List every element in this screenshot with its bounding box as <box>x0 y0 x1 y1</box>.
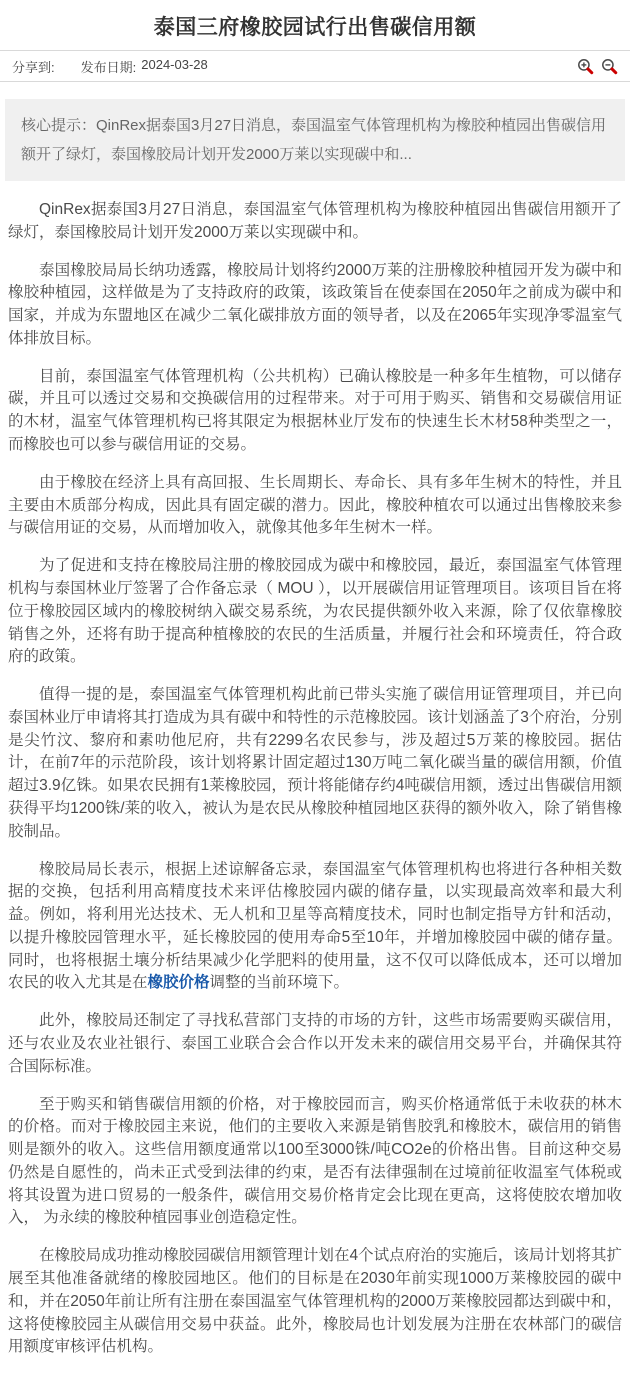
toolbar <box>0 50 630 82</box>
article-paragraph: 至于购买和销售碳信用额的价格，对于橡胶园而言，购买价格通常低于未收获的林木的价格。而对于橡胶园主来说，他们的主要收入来源是销售胶乳和橡胶木，碳信用的销售则是额外的收入。这些信用额度通常以100至3000铢/吨CO2e的价格出售。目前这种交易仍然是自愿性的，尚未正式受到法律的约束，是否有法律强制在过境前征收温室气体税或将其设置为进口贸易的一般条件，碳信用交易价格肯定会比现在更高，这将使胶农增加收入， 为永续的橡胶种植园事业创造稳定性。 <box>8 1095 622 1227</box>
article-body <box>0 181 630 1392</box>
article-paragraph: 由于橡胶在经济上具有高回报、生长周期长、寿命长、具有多年生树木的特性，并且主要由木质部分构成，因此具有固定碳的潜力。因此，橡胶种植农可以通过出售橡胶来参与碳信用证的交易，从而增加收入，就像其他多年生树木一样。 <box>8 473 622 537</box>
article-paragraph <box>8 859 622 996</box>
publish-date <box>81 57 208 76</box>
zoom-in-icon[interactable] <box>577 58 594 75</box>
article-paragraph: 泰国橡胶局局长纳功透露，橡胶局计划将约2000万莱的注册橡胶种植园开发为碳中和橡胶种植园，这样做是为了支持政府的政策，该政策旨在使泰国在2050年之前成为碳中和国家，并成为东盟地区在减少二氧化碳排放方面的领导者，以及在2065年实现净零温室气体排放目标。 <box>8 261 622 347</box>
paragraph-text: 橡胶局局长表示，根据上述谅解备忘录，泰国温室气体管理机构也将进行各种相关数据的交换，包括利用高精度技术来评估橡胶园内碳的储存量，以实现最高效率和最大利益。例如，将利用光达技术、无人机和卫星等高精度技术，同时也制定指导方针和活动，以提升橡胶园管理水平，延长橡胶园的使用寿命5至10年，并增加橡胶园中碳的储存量。同时，也将根据土壤分析结果减少化学肥料的使用量，这不仅可以降低成本，还可以增加农民的收入尤其是在 <box>8 860 622 992</box>
publish-date-value: 2024-03-28 <box>141 56 208 72</box>
article-paragraph: 目前，泰国温室气体管理机构（公共机构）已确认橡胶是一种多年生植物，可以储存碳，并且可以透过交易和交换碳信用的过程带来。对于可用于购买、销售和交易碳信用证的木材，温室气体管理机构已将其限定为根据林业厅发布的快速生长木材58种类型之一，而橡胶也可以参与碳信用证的交易。 <box>8 367 622 454</box>
article-paragraph: QinRex据泰国3月27日消息，泰国温室气体管理机构为橡胶种植园出售碳信用额开了绿灯，泰国橡胶局计划开发2000万莱以实现碳中和。 <box>8 201 622 241</box>
share-to-label[interactable]: 分享到: <box>12 59 55 75</box>
article-paragraph: 为了促进和支持在橡胶局注册的橡胶园成为碳中和橡胶园，最近，泰国温室气体管理机构与泰国林业厅签署了合作备忘录（ MOU ），以开展碳信用证管理项目。该项目旨在将位于橡胶园区域内的橡胶树纳入碳交易系统，为农民提供额外收入来源，除了仅依靠橡胶销售之外，还将有助于提高种植橡胶的农民的生活质量，并履行社会和环境责任，符合政府的政策。 <box>8 557 622 666</box>
article-paragraph: 在橡胶局成功推动橡胶园碳信用额管理计划在4个试点府治的实施后，该局计划将其扩展至其他准备就绪的橡胶园地区。他们的目标是在2030年前实现1000万莱橡胶园的碳中和，并在2050年前让所有注册在泰国温室气体管理机构的2000万莱橡胶园都达到碳中和，这将使橡胶园主从碳信用交易中获益。此外，橡胶局也计划发展为注册在农林部门的碳信用额度审核评估机构。 <box>8 1247 622 1356</box>
article-paragraph: 此外，橡胶局还制定了寻找私营部门支持的市场的方针，这些市场需要购买碳信用，还与农业及农业社银行、泰国工业联合会合作以开发未来的碳信用交易平台，并确保其符合国际标准。 <box>8 1012 622 1075</box>
paragraph-text: 调整的当前环境下。 <box>209 974 350 992</box>
page-title: 泰国三府橡胶园试行出售碳信用额 <box>153 16 477 39</box>
rubber-price-link[interactable]: 橡胶价格 <box>147 974 210 992</box>
core-summary: 核心提示：QinRex据泰国3月27日消息，泰国温室气体管理机构为橡胶种植园出售碳信用额开了绿灯，泰国橡胶局计划开发2000万莱以实现碳中和... <box>5 99 625 181</box>
publish-date-label: 发布日期: <box>80 59 137 75</box>
article-paragraph: 值得一提的是，泰国温室气体管理机构此前已带头实施了碳信用证管理项目，并已向泰国林业厅申请将其打造成为具有碳中和特性的示范橡胶园。该计划涵盖了3个府治，分别是尖竹汶、黎府和素叻他尼府，共有2299名农民参与，涉及超过5万莱的橡胶园。据估计，在前7年的示范阶段，该计划将累计固定超过130万吨二氧化碳当量的碳信用额，价值超过3.9亿铢。如果农民拥有1莱橡胶园，预计将能储存约4吨碳信用额，透过出售碳信用额获得平均1200铢/莱的收入，被认为是农民从橡胶种植园地区获得的额外收入，除了销售橡胶制品。 <box>8 686 622 840</box>
zoom-out-icon[interactable] <box>601 58 618 75</box>
